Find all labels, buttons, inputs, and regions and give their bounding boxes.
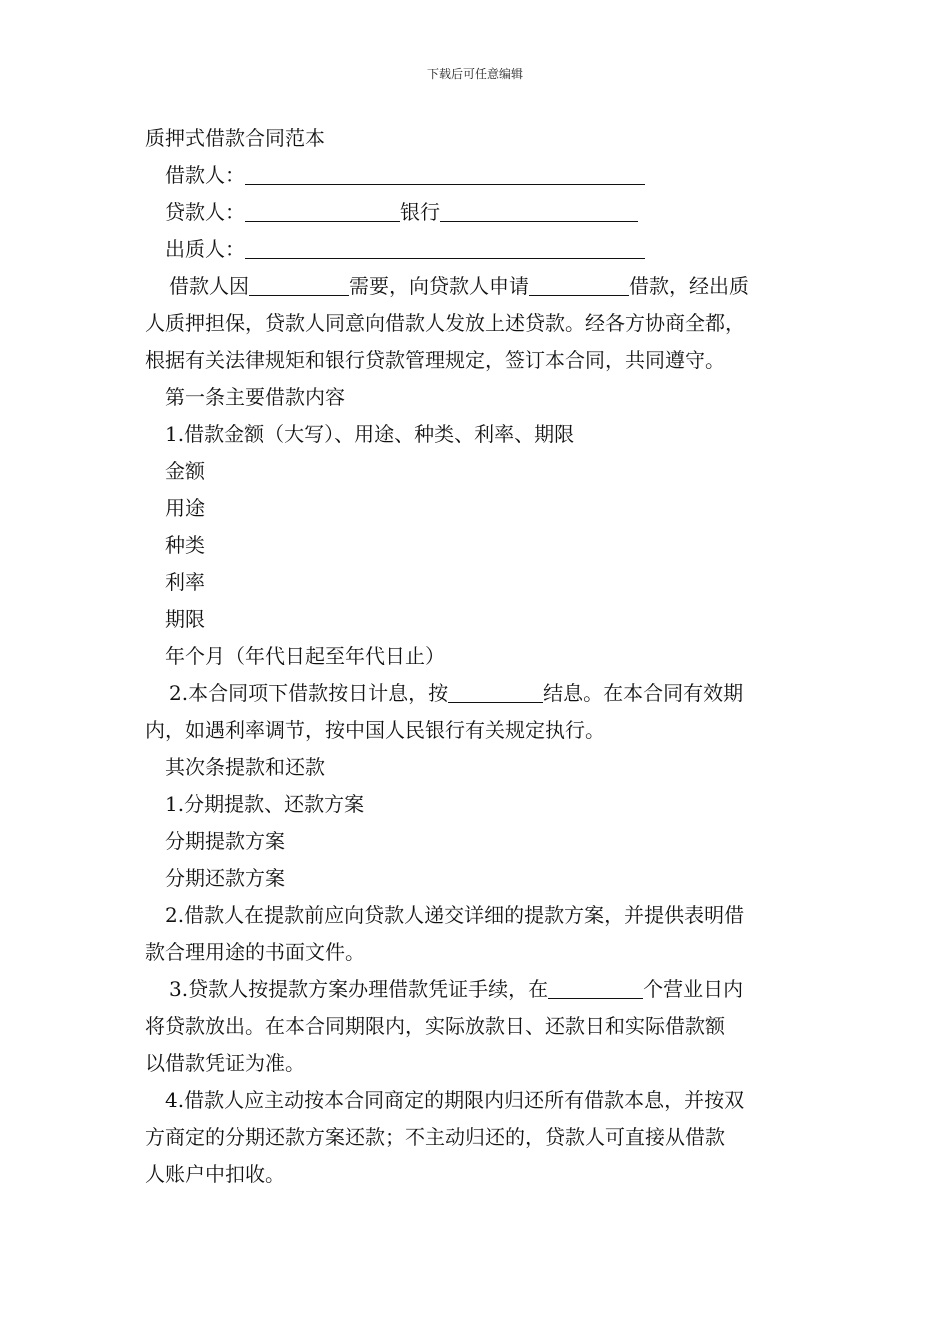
intro-text: 借款，经出质: [629, 274, 749, 298]
intro-line-2: 人质押担保，贷款人同意向借款人发放上述贷款。经各方协商全都，: [145, 311, 745, 335]
draw-plan-label: 分期提款方案: [165, 829, 285, 853]
repay-plan-label: 分期还款方案: [165, 866, 285, 890]
article2-item4-line1: 4.借款人应主动按本合同商定的期限内归还所有借款本息，并按双: [165, 1088, 745, 1112]
item-text: 结息。在本合同有效期: [543, 681, 744, 705]
item-text: 2.本合同项下借款按日计息，按: [169, 681, 449, 705]
settlement-blank: [448, 678, 543, 703]
bank-label: 银行: [400, 200, 440, 224]
article1-item2-line1: [145, 675, 825, 712]
borrower-line: [145, 157, 825, 194]
article2-item4-line2: 方商定的分期还款方案还款；不主动归还的，贷款人可直接从借款: [145, 1125, 725, 1149]
document-title: 质押式借款合同范本: [145, 126, 325, 150]
contract-body: [145, 120, 825, 1193]
intro-text: 需要，向贷款人申请: [349, 274, 529, 298]
business-days-blank: [548, 974, 643, 999]
lender-label: 贷款人：: [165, 200, 245, 224]
pledgor-blank: [245, 234, 645, 259]
article2-item3-line2: 将贷款放出。在本合同期限内，实际放款日、还款日和实际借款额: [145, 1014, 725, 1038]
rate-label: 利率: [165, 570, 205, 594]
article1-heading: 第一条主要借款内容: [165, 385, 345, 409]
item-text: 个营业日内: [643, 977, 744, 1001]
intro-line-1: [145, 268, 825, 305]
article2-item2-line2: 款合理用途的书面文件。: [145, 940, 365, 964]
amount-label: 金额: [165, 459, 205, 483]
purpose-label: 用途: [165, 496, 205, 520]
article2-item3-line3: 以借款凭证为准。: [145, 1051, 305, 1075]
article2-item3-line1: [145, 971, 825, 1008]
page-header: 下载后可任意编辑: [426, 67, 523, 81]
pledgor-line: [145, 231, 825, 268]
need-blank: [249, 271, 349, 296]
pledgor-label: 出质人：: [165, 237, 245, 261]
article2-heading: 其次条提款和还款: [165, 755, 325, 779]
lender-line: [145, 194, 825, 231]
item-text: 3.贷款人按提款方案办理借款凭证手续，在: [169, 977, 549, 1001]
borrower-blank: [245, 160, 645, 185]
lender-blank: [245, 197, 400, 222]
bank-blank: [440, 197, 638, 222]
term-detail: 年个月（年代日起至年代日止）: [165, 644, 445, 668]
intro-line-3: 根据有关法律规矩和银行贷款管理规定，签订本合同，共同遵守。: [145, 348, 725, 372]
article1-item1: 1.借款金额（大写）、用途、种类、利率、期限: [165, 422, 575, 446]
article2-item1: 1.分期提款、还款方案: [165, 792, 365, 816]
article1-item2-line2: 内，如遇利率调节，按中国人民银行有关规定执行。: [145, 718, 605, 742]
article2-item4-line3: 人账户中扣收。: [145, 1162, 285, 1186]
intro-text: 借款人因: [169, 274, 249, 298]
type-label: 种类: [165, 533, 205, 557]
term-label: 期限: [165, 607, 205, 631]
borrower-label: 借款人：: [165, 163, 245, 187]
loan-type-blank: [529, 271, 629, 296]
article2-item2-line1: 2.借款人在提款前应向贷款人递交详细的提款方案，并提供表明借: [165, 903, 745, 927]
